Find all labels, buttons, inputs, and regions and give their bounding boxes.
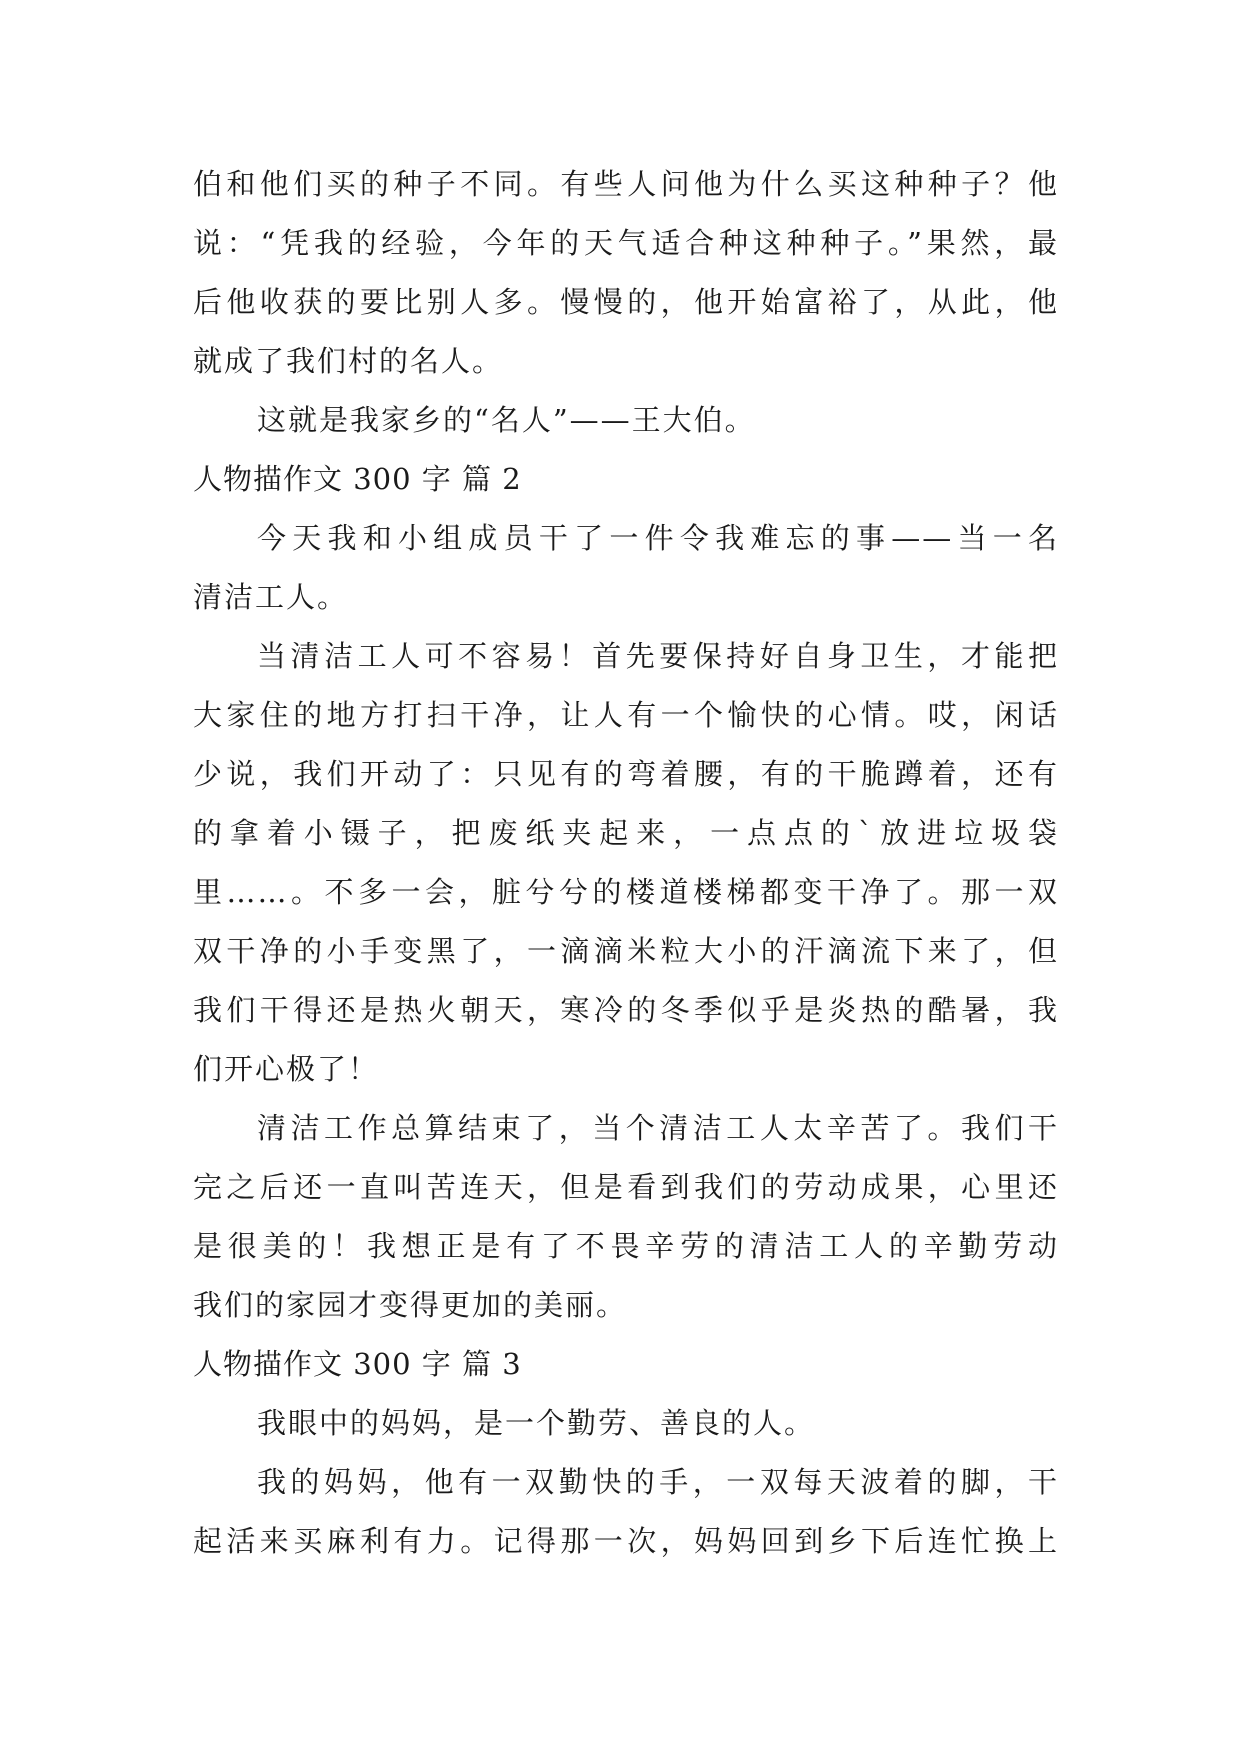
text-line: 我们的家园才变得更加的美丽。: [193, 1288, 628, 1322]
text-line: 说：“凭我的经验，今年的天气适合种这种种子。”果然，最: [193, 226, 1059, 260]
text-line: 后他收获的要比别人多。慢慢的，他开始富裕了，从此，他: [193, 285, 1059, 319]
text-line: 清洁工作总算结束了，当个清洁工人太辛苦了。我们干: [257, 1111, 1059, 1145]
text-line: 今天我和小组成员干了一件令我难忘的事——当一名: [257, 521, 1059, 555]
text-line: 这就是我家乡的“名人”——王大伯。: [257, 403, 756, 437]
text-line: 少说，我们开动了：只见有的弯着腰，有的干脆蹲着，还有: [193, 757, 1059, 791]
text-line: 我眼中的妈妈，是一个勤劳、善良的人。: [257, 1406, 816, 1440]
text-line: 伯和他们买的种子不同。有些人问他为什么买这种种子？他: [193, 167, 1059, 201]
section-heading: 人物描作文 300 字 篇 3: [193, 1347, 522, 1381]
text-line: 我的妈妈，他有一双勤快的手，一双每天波着的脚，干: [257, 1465, 1059, 1499]
text-line: 完之后还一直叫苦连天，但是看到我们的劳动成果，心里还: [193, 1170, 1059, 1204]
text-line: 大家住的地方打扫干净，让人有一个愉快的心情。哎，闲话: [193, 698, 1059, 732]
text-line: 双干净的小手变黑了，一滴滴米粒大小的汗滴流下来了，但: [193, 934, 1059, 968]
text-line: 里……。不多一会，脏兮兮的楼道楼梯都变干净了。那一双: [193, 875, 1059, 909]
text-line: 们开心极了！: [193, 1052, 380, 1086]
text-line: 就成了我们村的名人。: [193, 344, 504, 378]
text-line: 起活来买麻利有力。记得那一次，妈妈回到乡下后连忙换上: [193, 1524, 1059, 1558]
text-line: 清洁工人。: [193, 580, 349, 614]
section-heading: 人物描作文 300 字 篇 2: [193, 462, 522, 496]
text-line: 当清洁工人可不容易！首先要保持好自身卫生，才能把: [257, 639, 1059, 673]
text-line: 我们干得还是热火朝天，寒冷的冬季似乎是炎热的酷暑，我: [193, 993, 1059, 1027]
text-line: 的拿着小镊子，把废纸夹起来，一点点的`放进垃圾袋: [193, 816, 1059, 850]
text-line: 是很美的！我想正是有了不畏辛劳的清洁工人的辛勤劳动: [193, 1229, 1059, 1263]
